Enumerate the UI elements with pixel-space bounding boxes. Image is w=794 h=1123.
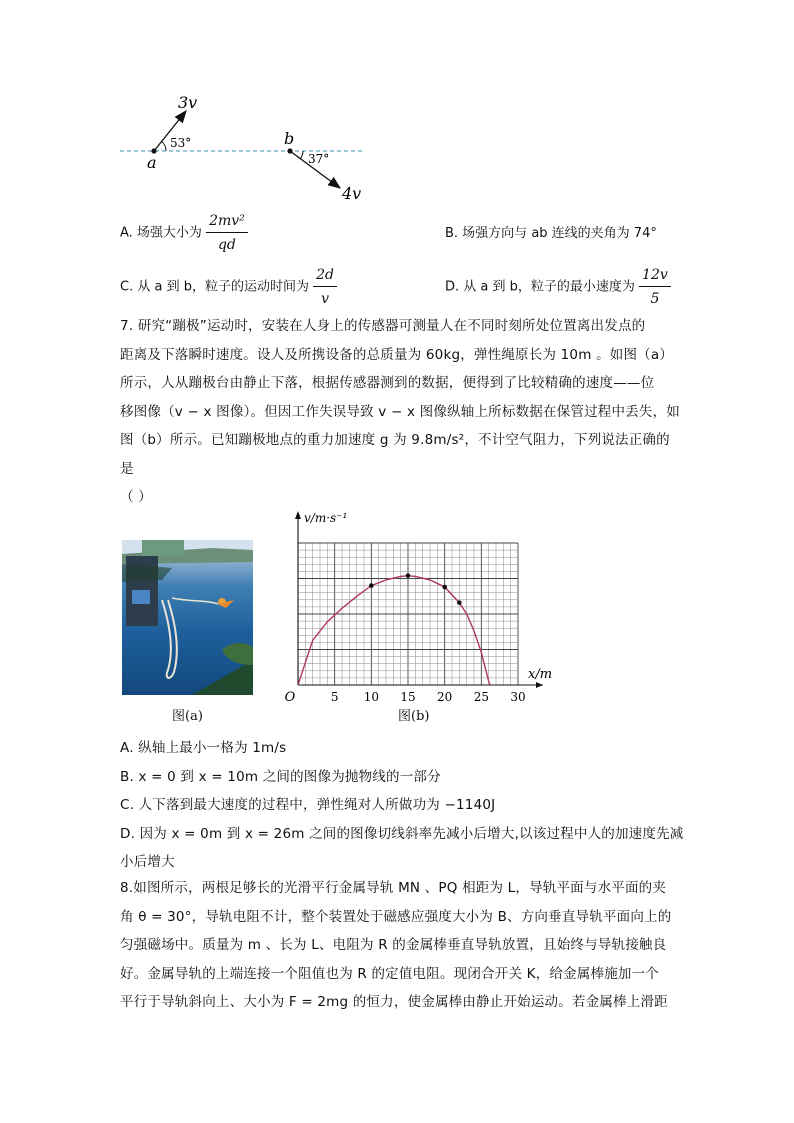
data-point xyxy=(406,573,411,578)
label-3v: 3v xyxy=(178,93,198,112)
angle-37-arc xyxy=(300,151,303,159)
q8-line-2: 角 θ = 30°，导轨电阻不计，整个装置处于磁感应强度大小为 B、方向垂直导轨平面向上的 xyxy=(120,908,672,925)
label-a: a xyxy=(147,153,157,172)
q8-line-3: 匀强磁场中。质量为 m 、长为 L、电阻为 R 的金属棒垂直导轨放置，且始终与导轨接触良 xyxy=(120,937,667,953)
fraction-d: $\frac{12v}{5}$ xyxy=(639,266,671,308)
q6-option-a: A. 场强大小为 $\frac{\text{2mv²}}{qd}$ xyxy=(120,212,248,254)
data-point xyxy=(369,583,374,588)
data-point xyxy=(442,585,447,590)
q7-options xyxy=(120,734,690,877)
data-point xyxy=(457,600,462,605)
q7-line-6: （ ） xyxy=(120,489,152,505)
q6-option-b: B. 场强方向与 ab 连线的夹角为 74° xyxy=(445,226,657,241)
angle-53-arc xyxy=(161,141,166,151)
q8-stem xyxy=(120,874,690,1017)
q6-option-c: C. 从 a 到 b，粒子的运动时间为 $\frac{2d}{v}$ xyxy=(120,266,337,308)
q7-option-c: C. 人下落到最大速度的过程中，弹性绳对人所做功为 −1140J xyxy=(120,797,496,813)
q8-line-5: 平行于导轨斜向上、大小为 F = 2mg 的恒力，使金属棒由静止开始运动。若金属棒上滑距 xyxy=(120,994,668,1010)
q7-line-5: 图（b）所示。已知蹦极地点的重力加速度 g 为 9.8m/s²，不计空气阻力，下列说法正确的是 xyxy=(120,432,670,477)
q7-option-d: D. 因为 x = 0m 到 x = 26m 之间的图像切线斜率先减小后增大,以该过程中人的加速度先减 xyxy=(120,825,684,842)
x-tick-label: 20 xyxy=(437,690,453,704)
caption-a: 图(a) xyxy=(172,709,203,724)
fraction-c: $\frac{2d}{v}$ xyxy=(313,266,337,308)
q7-line-1: 7. 研究“蹦极”运动时，安装在人身上的传感器可测量人在不同时刻所处位置离出发点的 xyxy=(120,318,646,334)
q8-line-1: 8.如图所示，两根足够长的光滑平行金属导轨 MN 、PQ 相距为 L，导轨平面与水平面的夹 xyxy=(120,880,667,896)
x-tick-label: 10 xyxy=(363,690,379,704)
q7-option-b: B. x = 0 到 x = 10m 之间的图像为抛物线的一部分 xyxy=(120,768,441,785)
q7-stem xyxy=(120,312,680,512)
fraction-a: $\frac{\text{2mv²}}{qd}$ xyxy=(206,212,248,254)
caption-b: 图(b) xyxy=(398,709,430,724)
x-axis-label: x/m xyxy=(528,667,553,682)
label-4v: 4v xyxy=(342,184,362,203)
origin-label: O xyxy=(285,690,296,705)
x-tick-label: 30 xyxy=(510,690,526,704)
y-axis-arrow xyxy=(295,511,301,519)
q7-option-a: A. 纵轴上最小一格为 1m/s xyxy=(120,740,287,756)
label-53: 53° xyxy=(170,136,192,150)
q7-line-2: 距离及下落瞬时速度。设人及所携设备的总质量为 60kg，弹性绳原长为 10m 。如图（a） xyxy=(120,346,674,363)
x-axis-arrow xyxy=(536,682,543,688)
bungee-photo-illustration xyxy=(122,540,253,695)
v-x-chart xyxy=(285,505,565,715)
x-tick-label: 5 xyxy=(330,690,339,704)
q7-line-4: 移图像（v − x 图像）。但因工作失误导致 v − x 图像纵轴上所标数据在保管过程中丢失，如 xyxy=(120,403,680,420)
label-b: b xyxy=(284,129,295,148)
bungee-photo xyxy=(122,540,253,695)
x-tick-label: 25 xyxy=(473,690,489,704)
q6-option-d: D. 从 a 到 b，粒子的最小速度为 $\frac{12v}{5}$ xyxy=(445,266,671,308)
label-37: 37° xyxy=(308,152,330,166)
velocity-diagram xyxy=(112,92,372,207)
q7-option-d-cont: 小后增大 xyxy=(120,854,175,870)
x-tick-label: 15 xyxy=(400,690,416,704)
y-axis-label: v/m·s⁻¹ xyxy=(304,511,348,525)
q8-line-4: 好。金属导轨的上端连接一个阻值也为 R 的定值电阻。现闭合开关 K，给金属棒施加一个 xyxy=(120,965,660,982)
q7-line-3: 所示，人从蹦极台由静止下落，根据传感器测到的数据，便得到了比较精确的速度——位 xyxy=(120,375,655,391)
